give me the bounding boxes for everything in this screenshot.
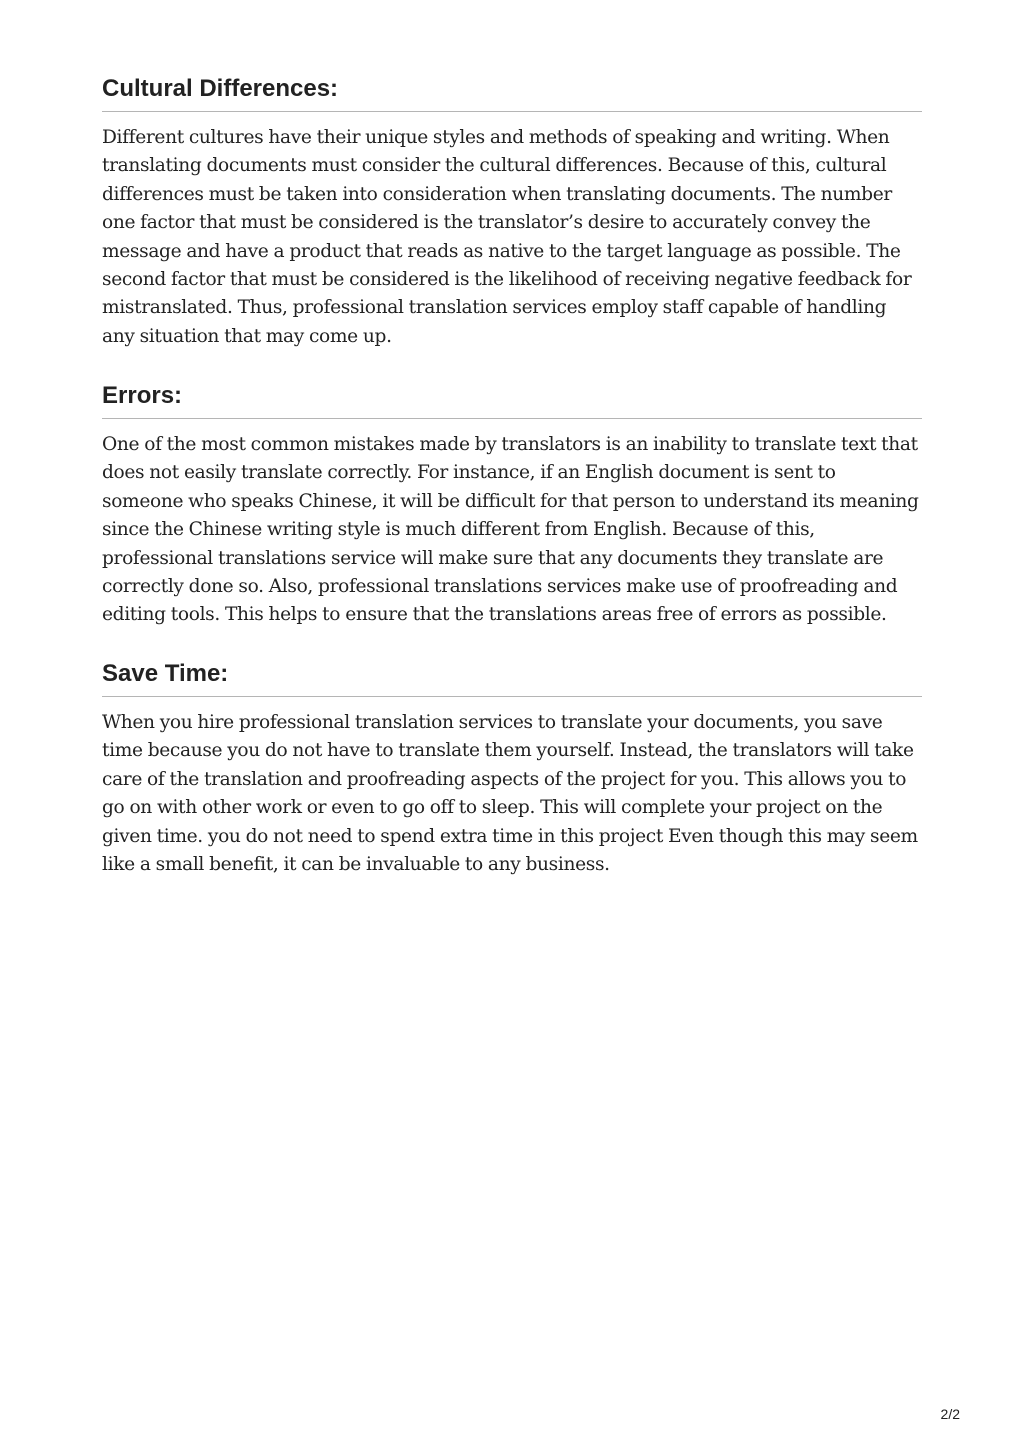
section-cultural-differences <box>102 75 922 351</box>
page-number: 2/2 <box>940 1406 960 1422</box>
paragraph-line: time because you do not have to translate them yourself. Instead, the translators will take <box>102 740 914 762</box>
paragraph-line: any situation that may come up. <box>102 325 392 347</box>
section-heading: Save Time: <box>102 660 922 697</box>
section-heading: Cultural Differences: <box>102 75 922 112</box>
paragraph-line: someone who speaks Chinese, it will be difficult for that person to understand its meaning <box>102 490 919 512</box>
paragraph-line: like a small benefit, it can be invaluable to any business. <box>102 854 610 876</box>
paragraph-line: professional translations service will make sure that any documents they translate are <box>102 547 884 569</box>
section-paragraph <box>102 124 922 351</box>
paragraph-line: One of the most common mistakes made by translators is an inability to translate text that <box>102 434 918 455</box>
paragraph-line: second factor that must be considered is the likelihood of receiving negative feedback for <box>102 269 912 291</box>
paragraph-line: When you hire professional translation services to translate your documents, you save <box>102 712 883 733</box>
paragraph-line: Different cultures have their unique styles and methods of speaking and writing. When <box>102 127 890 148</box>
paragraph-line: message and have a product that reads as native to the target language as possible. The <box>102 240 901 262</box>
paragraph-line: mistranslated. Thus, professional translation services employ staff capable of handling <box>102 297 887 319</box>
section-save-time <box>102 660 922 879</box>
paragraph-line: given time. you do not need to spend extra time in this project Even though this may seem <box>102 825 918 847</box>
section-errors <box>102 382 922 630</box>
paragraph-line: one factor that must be considered is the translator’s desire to accurately convey the <box>102 212 871 234</box>
paragraph-line: since the Chinese writing style is much different from English. Because of this, <box>102 519 815 541</box>
paragraph-line: differences must be taken into consideration when translating documents. The number <box>102 183 892 205</box>
paragraph-line: does not easily translate correctly. For instance, if an English document is sent to <box>102 462 836 484</box>
paragraph-line: editing tools. This helps to ensure that the translations areas free of errors as possible. <box>102 604 887 626</box>
paragraph-line: go on with other work or even to go off to sleep. This will complete your project on the <box>102 797 883 819</box>
section-paragraph <box>102 431 922 630</box>
paragraph-line: correctly done so. Also, professional translations services make use of proofreading and <box>102 576 898 598</box>
section-paragraph <box>102 709 922 879</box>
paragraph-line: care of the translation and proofreading aspects of the project for you. This allows you to <box>102 768 907 790</box>
paragraph-line: translating documents must consider the cultural differences. Because of this, cultural <box>102 155 887 177</box>
section-heading: Errors: <box>102 382 922 419</box>
